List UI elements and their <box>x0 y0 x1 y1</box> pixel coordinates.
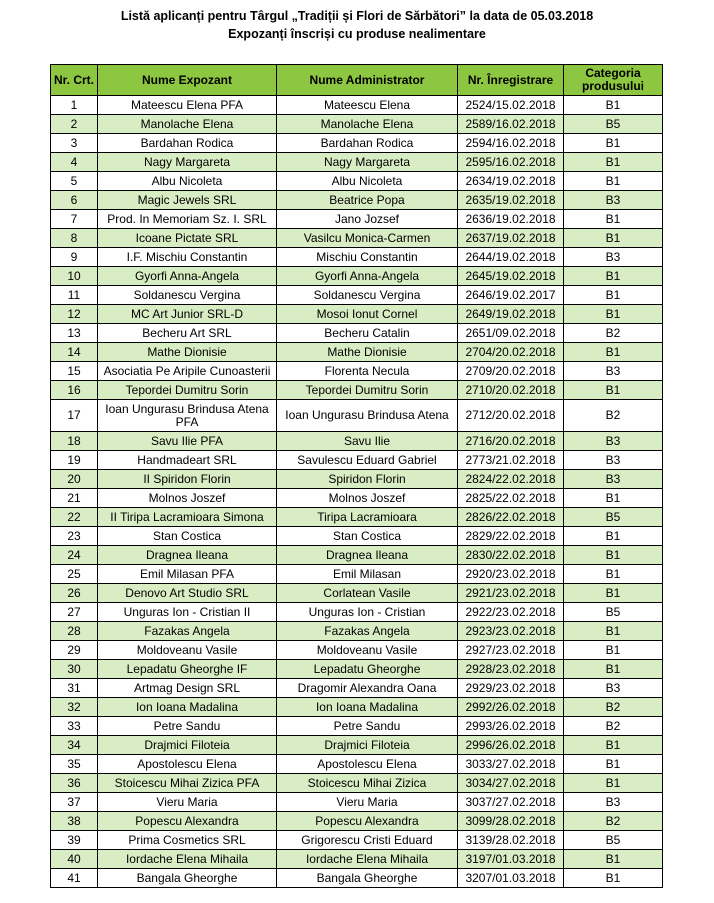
cell-nume-expozant: Stoicescu Mihai Zizica PFA <box>98 774 277 793</box>
cell-categorie: B5 <box>564 831 663 850</box>
cell-nr-inregistrare: 2824/22.02.2018 <box>458 470 564 489</box>
cell-nr-inregistrare: 3139/28.02.2018 <box>458 831 564 850</box>
table-row <box>51 470 663 489</box>
cell-nume-administrator: Dragnea Ileana <box>277 546 458 565</box>
cell-nume-administrator: Mischiu Constantin <box>277 248 458 267</box>
cell-nr-crt: 32 <box>51 698 98 717</box>
cell-nr-crt: 24 <box>51 546 98 565</box>
cell-nume-administrator: Mosoi Ionut Cornel <box>277 305 458 324</box>
cell-categorie: B1 <box>564 305 663 324</box>
table-row <box>51 679 663 698</box>
cell-nume-administrator: Apostolescu Elena <box>277 755 458 774</box>
cell-nume-administrator: Ioan Ungurasu Brindusa Atena <box>277 400 458 432</box>
cell-nr-inregistrare: 2826/22.02.2018 <box>458 508 564 527</box>
cell-nume-administrator: Savu Ilie <box>277 432 458 451</box>
cell-nr-crt: 31 <box>51 679 98 698</box>
cell-nume-administrator: Mateescu Elena <box>277 96 458 115</box>
cell-nume-expozant: Ion Ioana Madalina <box>98 698 277 717</box>
table-row <box>51 717 663 736</box>
cell-nr-crt: 20 <box>51 470 98 489</box>
cell-nume-expozant: Becheru Art SRL <box>98 324 277 343</box>
cell-nume-expozant: Icoane Pictate SRL <box>98 229 277 248</box>
table-row <box>51 812 663 831</box>
cell-nr-crt: 1 <box>51 96 98 115</box>
applicants-table <box>50 64 663 888</box>
cell-categorie: B1 <box>564 527 663 546</box>
table-row <box>51 96 663 115</box>
cell-nr-inregistrare: 2829/22.02.2018 <box>458 527 564 546</box>
cell-categorie: B5 <box>564 603 663 622</box>
cell-nr-crt: 3 <box>51 134 98 153</box>
cell-nr-crt: 33 <box>51 717 98 736</box>
cell-nr-crt: 2 <box>51 115 98 134</box>
table-row <box>51 698 663 717</box>
table-row <box>51 172 663 191</box>
cell-nume-administrator: Mathe Dionisie <box>277 343 458 362</box>
cell-nume-expozant: Denovo Art Studio SRL <box>98 584 277 603</box>
cell-nume-expozant: Fazakas Angela <box>98 622 277 641</box>
cell-nume-expozant: Apostolescu Elena <box>98 755 277 774</box>
cell-nr-inregistrare: 2704/20.02.2018 <box>458 343 564 362</box>
cell-nr-crt: 30 <box>51 660 98 679</box>
cell-nume-expozant: Prima Cosmetics SRL <box>98 831 277 850</box>
cell-nume-administrator: Moldoveanu Vasile <box>277 641 458 660</box>
table-row <box>51 362 663 381</box>
cell-nr-inregistrare: 2589/16.02.2018 <box>458 115 564 134</box>
cell-nume-expozant: Asociatia Pe Aripile Cunoasterii <box>98 362 277 381</box>
cell-nr-crt: 29 <box>51 641 98 660</box>
cell-nume-administrator: Albu Nicoleta <box>277 172 458 191</box>
cell-nume-administrator: Stan Costica <box>277 527 458 546</box>
table-row <box>51 755 663 774</box>
cell-nr-inregistrare: 3037/27.02.2018 <box>458 793 564 812</box>
cell-nr-inregistrare: 2646/19.02.2017 <box>458 286 564 305</box>
cell-nume-expozant: Petre Sandu <box>98 717 277 736</box>
cell-nr-inregistrare: 2773/21.02.2018 <box>458 451 564 470</box>
cell-nume-expozant: Manolache Elena <box>98 115 277 134</box>
cell-nr-crt: 13 <box>51 324 98 343</box>
table-row <box>51 736 663 755</box>
cell-nr-inregistrare: 2928/23.02.2018 <box>458 660 564 679</box>
cell-categorie: B1 <box>564 641 663 660</box>
cell-nume-administrator: Becheru Catalin <box>277 324 458 343</box>
table-row <box>51 210 663 229</box>
cell-nume-administrator: Savulescu Eduard Gabriel <box>277 451 458 470</box>
cell-nr-crt: 26 <box>51 584 98 603</box>
cell-categorie: B2 <box>564 698 663 717</box>
table-row <box>51 565 663 584</box>
cell-categorie: B1 <box>564 96 663 115</box>
column-header-categoria-produsului: Categoria produsului <box>564 65 663 96</box>
table-row <box>51 432 663 451</box>
cell-nr-inregistrare: 2712/20.02.2018 <box>458 400 564 432</box>
cell-nr-crt: 6 <box>51 191 98 210</box>
cell-nume-expozant: II Tiripa Lacramioara Simona <box>98 508 277 527</box>
cell-categorie: B1 <box>564 343 663 362</box>
cell-nr-crt: 5 <box>51 172 98 191</box>
cell-nume-administrator: Dragomir Alexandra Oana <box>277 679 458 698</box>
cell-nume-expozant: Nagy Margareta <box>98 153 277 172</box>
cell-categorie: B2 <box>564 812 663 831</box>
cell-nume-administrator: Fazakas Angela <box>277 622 458 641</box>
cell-nr-inregistrare: 3207/01.03.2018 <box>458 869 564 888</box>
cell-nume-administrator: Beatrice Popa <box>277 191 458 210</box>
cell-nume-expozant: I.F. Mischiu Constantin <box>98 248 277 267</box>
cell-nr-crt: 9 <box>51 248 98 267</box>
table-row <box>51 831 663 850</box>
cell-nume-administrator: Florenta Necula <box>277 362 458 381</box>
cell-nume-expozant: Iordache Elena Mihaila <box>98 850 277 869</box>
cell-nr-inregistrare: 2709/20.02.2018 <box>458 362 564 381</box>
cell-categorie: B1 <box>564 381 663 400</box>
cell-categorie: B1 <box>564 134 663 153</box>
cell-nume-administrator: Soldanescu Vergina <box>277 286 458 305</box>
cell-nr-crt: 38 <box>51 812 98 831</box>
cell-nr-inregistrare: 2645/19.02.2018 <box>458 267 564 286</box>
cell-nr-crt: 16 <box>51 381 98 400</box>
cell-nume-expozant: Gyorfi Anna-Angela <box>98 267 277 286</box>
cell-nume-expozant: Lepadatu Gheorghe IF <box>98 660 277 679</box>
cell-nume-expozant: Handmadeart SRL <box>98 451 277 470</box>
cell-nr-crt: 27 <box>51 603 98 622</box>
cell-nume-expozant: Dragnea Ileana <box>98 546 277 565</box>
cell-nr-crt: 7 <box>51 210 98 229</box>
cell-nume-administrator: Bangala Gheorghe <box>277 869 458 888</box>
cell-nume-expozant: Savu Ilie PFA <box>98 432 277 451</box>
cell-nr-inregistrare: 2649/19.02.2018 <box>458 305 564 324</box>
document-title: Listă aplicanți pentru Târgul „Tradiții și Flori de Sărbători” la data de 05.03.2018 <box>120 9 594 23</box>
cell-nr-crt: 14 <box>51 343 98 362</box>
cell-categorie: B3 <box>564 191 663 210</box>
table-row <box>51 400 663 432</box>
cell-categorie: B3 <box>564 451 663 470</box>
cell-nr-crt: 10 <box>51 267 98 286</box>
cell-nume-expozant: Prod. In Memoriam Sz. I. SRL <box>98 210 277 229</box>
cell-nume-expozant: Popescu Alexandra <box>98 812 277 831</box>
cell-categorie: B1 <box>564 489 663 508</box>
cell-categorie: B5 <box>564 115 663 134</box>
cell-nr-crt: 40 <box>51 850 98 869</box>
cell-nr-inregistrare: 2635/19.02.2018 <box>458 191 564 210</box>
cell-nr-crt: 21 <box>51 489 98 508</box>
column-header-nr-crt: Nr. Crt. <box>51 65 98 96</box>
table-row <box>51 489 663 508</box>
cell-categorie: B1 <box>564 286 663 305</box>
cell-categorie: B1 <box>564 267 663 286</box>
cell-nume-administrator: Iordache Elena Mihaila <box>277 850 458 869</box>
cell-nr-inregistrare: 2927/23.02.2018 <box>458 641 564 660</box>
cell-nr-crt: 19 <box>51 451 98 470</box>
cell-nume-expozant: Vieru Maria <box>98 793 277 812</box>
cell-nume-expozant: Bardahan Rodica <box>98 134 277 153</box>
cell-nume-administrator: Corlatean Vasile <box>277 584 458 603</box>
cell-nr-crt: 25 <box>51 565 98 584</box>
cell-nr-inregistrare: 2993/26.02.2018 <box>458 717 564 736</box>
table-body <box>51 96 663 888</box>
cell-categorie: B1 <box>564 622 663 641</box>
cell-nume-expozant: Stan Costica <box>98 527 277 546</box>
table-row <box>51 248 663 267</box>
table-row <box>51 153 663 172</box>
cell-nume-expozant: Emil Milasan PFA <box>98 565 277 584</box>
cell-nr-inregistrare: 2716/20.02.2018 <box>458 432 564 451</box>
cell-nr-inregistrare: 2929/23.02.2018 <box>458 679 564 698</box>
cell-categorie: B1 <box>564 546 663 565</box>
cell-nr-crt: 12 <box>51 305 98 324</box>
cell-nr-inregistrare: 2634/19.02.2018 <box>458 172 564 191</box>
cell-nr-inregistrare: 2825/22.02.2018 <box>458 489 564 508</box>
column-header-nume-administrator: Nume Administrator <box>277 65 458 96</box>
cell-nume-expozant: II Spiridon Florin <box>98 470 277 489</box>
cell-nr-inregistrare: 2651/09.02.2018 <box>458 324 564 343</box>
cell-nr-crt: 41 <box>51 869 98 888</box>
cell-categorie: B1 <box>564 869 663 888</box>
cell-categorie: B1 <box>564 172 663 191</box>
table-row <box>51 641 663 660</box>
cell-categorie: B5 <box>564 508 663 527</box>
cell-nr-crt: 17 <box>51 400 98 432</box>
cell-nume-expozant: Artmag Design SRL <box>98 679 277 698</box>
cell-categorie: B2 <box>564 400 663 432</box>
cell-nume-administrator: Tiripa Lacramioara <box>277 508 458 527</box>
table-row <box>51 286 663 305</box>
cell-categorie: B1 <box>564 565 663 584</box>
table-row <box>51 850 663 869</box>
cell-categorie: B1 <box>564 774 663 793</box>
cell-nume-expozant: Molnos Joszef <box>98 489 277 508</box>
table-row <box>51 305 663 324</box>
table-row <box>51 381 663 400</box>
document-subtitle: Expozanți înscriși cu produse nealimentare <box>228 27 486 41</box>
cell-nr-crt: 39 <box>51 831 98 850</box>
table-row <box>51 527 663 546</box>
cell-nr-inregistrare: 2830/22.02.2018 <box>458 546 564 565</box>
column-header-nr-inregistrare: Nr. Înregistrare <box>458 65 564 96</box>
cell-nume-administrator: Popescu Alexandra <box>277 812 458 831</box>
cell-categorie: B1 <box>564 660 663 679</box>
cell-nr-inregistrare: 2636/19.02.2018 <box>458 210 564 229</box>
table-row <box>51 584 663 603</box>
cell-nr-inregistrare: 2637/19.02.2018 <box>458 229 564 248</box>
cell-categorie: B1 <box>564 584 663 603</box>
cell-nr-crt: 35 <box>51 755 98 774</box>
cell-nr-crt: 11 <box>51 286 98 305</box>
table-row <box>51 869 663 888</box>
cell-nr-inregistrare: 3033/27.02.2018 <box>458 755 564 774</box>
cell-nume-expozant: MC Art Junior SRL-D <box>98 305 277 324</box>
cell-nr-inregistrare: 2524/15.02.2018 <box>458 96 564 115</box>
cell-nume-administrator: Lepadatu Gheorghe <box>277 660 458 679</box>
table-row <box>51 546 663 565</box>
cell-nume-administrator: Emil Milasan <box>277 565 458 584</box>
cell-nume-expozant: Moldoveanu Vasile <box>98 641 277 660</box>
cell-nume-expozant: Tepordei Dumitru Sorin <box>98 381 277 400</box>
cell-nume-administrator: Nagy Margareta <box>277 153 458 172</box>
column-header-nume-expozant: Nume Expozant <box>98 65 277 96</box>
cell-nume-administrator: Grigorescu Cristi Eduard <box>277 831 458 850</box>
cell-categorie: B2 <box>564 324 663 343</box>
cell-nume-administrator: Unguras Ion - Cristian <box>277 603 458 622</box>
cell-nr-inregistrare: 2922/23.02.2018 <box>458 603 564 622</box>
cell-nr-crt: 23 <box>51 527 98 546</box>
table-row <box>51 191 663 210</box>
table-row <box>51 343 663 362</box>
cell-nume-expozant: Albu Nicoleta <box>98 172 277 191</box>
cell-nr-inregistrare: 3197/01.03.2018 <box>458 850 564 869</box>
cell-nr-crt: 22 <box>51 508 98 527</box>
cell-nume-administrator: Molnos Joszef <box>277 489 458 508</box>
cell-nume-administrator: Spiridon Florin <box>277 470 458 489</box>
cell-categorie: B1 <box>564 850 663 869</box>
table-row <box>51 229 663 248</box>
table-header-row <box>51 65 663 96</box>
cell-categorie: B3 <box>564 679 663 698</box>
cell-nume-expozant: Mathe Dionisie <box>98 343 277 362</box>
cell-nume-administrator: Manolache Elena <box>277 115 458 134</box>
cell-categorie: B3 <box>564 470 663 489</box>
cell-nr-inregistrare: 2710/20.02.2018 <box>458 381 564 400</box>
cell-categorie: B3 <box>564 432 663 451</box>
table-row <box>51 451 663 470</box>
cell-nume-administrator: Vieru Maria <box>277 793 458 812</box>
cell-nr-inregistrare: 2595/16.02.2018 <box>458 153 564 172</box>
cell-nr-inregistrare: 2992/26.02.2018 <box>458 698 564 717</box>
cell-nr-inregistrare: 2921/23.02.2018 <box>458 584 564 603</box>
cell-nume-expozant: Magic Jewels SRL <box>98 191 277 210</box>
cell-nume-administrator: Stoicescu Mihai Zizica <box>277 774 458 793</box>
cell-nr-inregistrare: 2920/23.02.2018 <box>458 565 564 584</box>
cell-nume-expozant: Drajmici Filoteia <box>98 736 277 755</box>
cell-nume-administrator: Ion Ioana Madalina <box>277 698 458 717</box>
cell-nr-inregistrare: 2923/23.02.2018 <box>458 622 564 641</box>
table-row <box>51 508 663 527</box>
cell-nume-expozant: Ioan Ungurasu Brindusa Atena PFA <box>98 400 277 432</box>
cell-nr-inregistrare: 3099/28.02.2018 <box>458 812 564 831</box>
cell-categorie: B1 <box>564 736 663 755</box>
cell-nume-administrator: Bardahan Rodica <box>277 134 458 153</box>
table-row <box>51 603 663 622</box>
cell-nume-expozant: Bangala Gheorghe <box>98 869 277 888</box>
cell-nr-crt: 34 <box>51 736 98 755</box>
cell-nume-administrator: Petre Sandu <box>277 717 458 736</box>
cell-nr-crt: 15 <box>51 362 98 381</box>
cell-nume-expozant: Soldanescu Vergina <box>98 286 277 305</box>
cell-nume-administrator: Gyorfi Anna-Angela <box>277 267 458 286</box>
cell-categorie: B1 <box>564 153 663 172</box>
cell-nr-inregistrare: 2644/19.02.2018 <box>458 248 564 267</box>
table-row <box>51 660 663 679</box>
table-row <box>51 267 663 286</box>
cell-nr-crt: 8 <box>51 229 98 248</box>
cell-nr-inregistrare: 2594/16.02.2018 <box>458 134 564 153</box>
cell-nume-administrator: Drajmici Filoteia <box>277 736 458 755</box>
cell-categorie: B1 <box>564 755 663 774</box>
table-row <box>51 774 663 793</box>
cell-nr-crt: 28 <box>51 622 98 641</box>
cell-nume-administrator: Tepordei Dumitru Sorin <box>277 381 458 400</box>
table-row <box>51 134 663 153</box>
cell-nr-crt: 36 <box>51 774 98 793</box>
cell-nume-administrator: Vasilcu Monica-Carmen <box>277 229 458 248</box>
cell-categorie: B1 <box>564 210 663 229</box>
table-row <box>51 622 663 641</box>
table-row <box>51 324 663 343</box>
table-row <box>51 793 663 812</box>
cell-nr-crt: 18 <box>51 432 98 451</box>
cell-nume-expozant: Unguras Ion - Cristian II <box>98 603 277 622</box>
cell-nr-crt: 37 <box>51 793 98 812</box>
cell-categorie: B3 <box>564 248 663 267</box>
table-row <box>51 115 663 134</box>
cell-categorie: B3 <box>564 793 663 812</box>
cell-nume-expozant: Mateescu Elena PFA <box>98 96 277 115</box>
cell-nr-crt: 4 <box>51 153 98 172</box>
cell-categorie: B1 <box>564 229 663 248</box>
cell-categorie: B2 <box>564 717 663 736</box>
cell-nume-administrator: Jano Jozsef <box>277 210 458 229</box>
cell-categorie: B3 <box>564 362 663 381</box>
cell-nr-inregistrare: 2996/26.02.2018 <box>458 736 564 755</box>
cell-nr-inregistrare: 3034/27.02.2018 <box>458 774 564 793</box>
